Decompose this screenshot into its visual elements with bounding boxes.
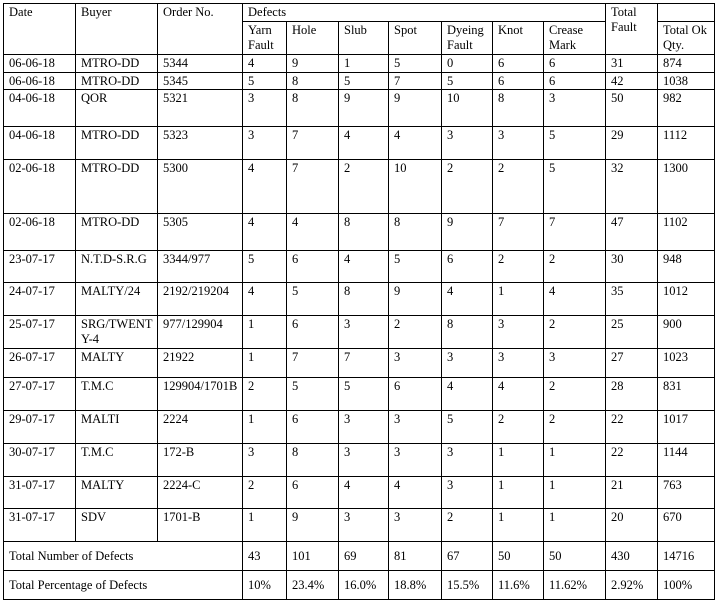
cell-total: 31	[606, 55, 658, 72]
cell-spot: 7	[389, 72, 442, 89]
header-yarn-fault: Yarn Fault	[243, 22, 287, 55]
cell-hole: 7	[287, 127, 339, 160]
cell-date: 30-07-17	[4, 443, 76, 476]
cell-dyeing: 2	[442, 509, 493, 542]
cell-order: 129904/1701B	[158, 377, 243, 410]
cell-ok: 670	[658, 509, 715, 542]
cell-dyeing: 3	[442, 476, 493, 509]
cell-buyer: MALTY	[76, 476, 158, 509]
cell-spot: 4	[389, 127, 442, 160]
cell-buyer: MALTI	[76, 410, 158, 443]
header-slub: Slub	[339, 22, 389, 55]
cell-hole: 7	[287, 349, 339, 378]
cell-slub: 3	[339, 410, 389, 443]
cell-knot: 1	[493, 443, 544, 476]
cell-ok: 1023	[658, 349, 715, 378]
cell-dyeing: 6	[442, 250, 493, 283]
table-body	[4, 55, 715, 542]
cell-crease: 5	[544, 127, 606, 160]
cell-date: 26-07-17	[4, 349, 76, 378]
cell-buyer: T.M.C	[76, 443, 158, 476]
cell-yarn: 3	[243, 127, 287, 160]
cell-order: 1701-B	[158, 509, 243, 542]
percentage-knot: 11.6%	[493, 571, 544, 600]
percentage-crease: 11.62%	[544, 571, 606, 600]
table-row	[4, 72, 715, 89]
cell-order: 5305	[158, 213, 243, 250]
cell-order: 5323	[158, 127, 243, 160]
table-row	[4, 476, 715, 509]
cell-yarn: 4	[243, 213, 287, 250]
cell-buyer: MTRO-DD	[76, 160, 158, 213]
cell-spot: 6	[389, 377, 442, 410]
cell-total: 22	[606, 410, 658, 443]
cell-hole: 6	[287, 250, 339, 283]
header-knot: Knot	[493, 22, 544, 55]
cell-crease: 1	[544, 509, 606, 542]
cell-yarn: 3	[243, 443, 287, 476]
cell-knot: 6	[493, 72, 544, 89]
cell-buyer: MTRO-DD	[76, 72, 158, 89]
cell-yarn: 3	[243, 90, 287, 127]
header-spot: Spot	[389, 22, 442, 55]
cell-spot: 8	[389, 213, 442, 250]
header-blank	[658, 4, 715, 22]
cell-slub: 8	[339, 213, 389, 250]
cell-hole: 6	[287, 316, 339, 349]
cell-total: 47	[606, 213, 658, 250]
defects-table	[3, 3, 715, 600]
cell-order: 3344/977	[158, 250, 243, 283]
cell-ok: 1038	[658, 72, 715, 89]
cell-spot: 3	[389, 349, 442, 378]
cell-date: 27-07-17	[4, 377, 76, 410]
cell-knot: 4	[493, 377, 544, 410]
header-row-1	[4, 4, 715, 22]
totals-row	[4, 542, 715, 571]
cell-yarn: 1	[243, 349, 287, 378]
table-row	[4, 349, 715, 378]
header-total-ok-qty: Total Ok Qty.	[658, 22, 715, 55]
cell-buyer: N.T.D-S.R.G	[76, 250, 158, 283]
cell-total: 22	[606, 443, 658, 476]
cell-buyer: MALTY/24	[76, 283, 158, 316]
cell-knot: 1	[493, 476, 544, 509]
header-dyeing-fault: Dyeing Fault	[442, 22, 493, 55]
cell-slub: 4	[339, 127, 389, 160]
cell-yarn: 4	[243, 160, 287, 213]
cell-slub: 5	[339, 377, 389, 410]
table-row	[4, 316, 715, 349]
cell-knot: 8	[493, 90, 544, 127]
table-row	[4, 377, 715, 410]
cell-hole: 9	[287, 509, 339, 542]
cell-total: 20	[606, 509, 658, 542]
totals-spot: 81	[389, 542, 442, 571]
cell-knot: 6	[493, 55, 544, 72]
cell-dyeing: 0	[442, 55, 493, 72]
cell-date: 02-06-18	[4, 160, 76, 213]
cell-order: 2192/219204	[158, 283, 243, 316]
cell-total: 28	[606, 377, 658, 410]
cell-yarn: 1	[243, 410, 287, 443]
percentage-hole: 23.4%	[287, 571, 339, 600]
totals-slub: 69	[339, 542, 389, 571]
cell-order: 5321	[158, 90, 243, 127]
cell-spot: 9	[389, 90, 442, 127]
cell-hole: 5	[287, 377, 339, 410]
cell-date: 02-06-18	[4, 213, 76, 250]
table-row	[4, 283, 715, 316]
header-date: Date	[4, 4, 76, 55]
cell-knot: 3	[493, 127, 544, 160]
cell-knot: 2	[493, 160, 544, 213]
cell-spot: 5	[389, 250, 442, 283]
cell-crease: 2	[544, 316, 606, 349]
cell-spot: 3	[389, 443, 442, 476]
cell-yarn: 4	[243, 55, 287, 72]
cell-ok: 1102	[658, 213, 715, 250]
cell-hole: 7	[287, 160, 339, 213]
cell-date: 04-06-18	[4, 127, 76, 160]
percentage-row	[4, 571, 715, 600]
cell-date: 24-07-17	[4, 283, 76, 316]
cell-yarn: 2	[243, 377, 287, 410]
totals-dyeing: 67	[442, 542, 493, 571]
cell-crease: 1	[544, 443, 606, 476]
cell-hole: 9	[287, 55, 339, 72]
table-row	[4, 410, 715, 443]
table-row	[4, 443, 715, 476]
cell-total: 27	[606, 349, 658, 378]
cell-dyeing: 10	[442, 90, 493, 127]
cell-spot: 9	[389, 283, 442, 316]
cell-yarn: 1	[243, 509, 287, 542]
table-row	[4, 90, 715, 127]
cell-hole: 8	[287, 72, 339, 89]
cell-dyeing: 3	[442, 349, 493, 378]
cell-yarn: 5	[243, 72, 287, 89]
cell-spot: 5	[389, 55, 442, 72]
cell-dyeing: 5	[442, 410, 493, 443]
cell-yarn: 4	[243, 283, 287, 316]
cell-date: 06-06-18	[4, 55, 76, 72]
cell-crease: 6	[544, 55, 606, 72]
cell-order: 21922	[158, 349, 243, 378]
cell-order: 977/129904	[158, 316, 243, 349]
cell-spot: 3	[389, 410, 442, 443]
cell-knot: 1	[493, 283, 544, 316]
cell-slub: 3	[339, 443, 389, 476]
cell-buyer: MALTY	[76, 349, 158, 378]
cell-dyeing: 9	[442, 213, 493, 250]
cell-knot: 3	[493, 316, 544, 349]
percentage-label: Total Percentage of Defects	[4, 571, 243, 600]
totals-total-fault: 430	[606, 542, 658, 571]
totals-yarn: 43	[243, 542, 287, 571]
cell-total: 30	[606, 250, 658, 283]
cell-ok: 1012	[658, 283, 715, 316]
cell-buyer: MTRO-DD	[76, 213, 158, 250]
cell-order: 2224-C	[158, 476, 243, 509]
percentage-spot: 18.8%	[389, 571, 442, 600]
cell-total: 50	[606, 90, 658, 127]
cell-buyer: QOR	[76, 90, 158, 127]
totals-ok-qty: 14716	[658, 542, 715, 571]
cell-yarn: 1	[243, 316, 287, 349]
header-buyer: Buyer	[76, 4, 158, 55]
table-row	[4, 509, 715, 542]
cell-knot: 7	[493, 213, 544, 250]
cell-slub: 5	[339, 72, 389, 89]
cell-hole: 8	[287, 443, 339, 476]
percentage-total-fault: 2.92%	[606, 571, 658, 600]
cell-buyer: MTRO-DD	[76, 55, 158, 72]
cell-crease: 2	[544, 250, 606, 283]
header-hole: Hole	[287, 22, 339, 55]
cell-date: 29-07-17	[4, 410, 76, 443]
cell-total: 35	[606, 283, 658, 316]
cell-crease: 2	[544, 377, 606, 410]
cell-ok: 948	[658, 250, 715, 283]
percentage-dyeing: 15.5%	[442, 571, 493, 600]
cell-crease: 1	[544, 476, 606, 509]
cell-dyeing: 3	[442, 443, 493, 476]
cell-crease: 3	[544, 349, 606, 378]
cell-yarn: 5	[243, 250, 287, 283]
cell-hole: 4	[287, 213, 339, 250]
cell-spot: 2	[389, 316, 442, 349]
cell-total: 25	[606, 316, 658, 349]
cell-ok: 1144	[658, 443, 715, 476]
totals-crease: 50	[544, 542, 606, 571]
cell-order: 5300	[158, 160, 243, 213]
table-row	[4, 55, 715, 72]
cell-slub: 4	[339, 476, 389, 509]
cell-slub: 3	[339, 509, 389, 542]
cell-crease: 7	[544, 213, 606, 250]
cell-hole: 5	[287, 283, 339, 316]
cell-slub: 2	[339, 160, 389, 213]
cell-total: 32	[606, 160, 658, 213]
cell-crease: 2	[544, 410, 606, 443]
cell-slub: 1	[339, 55, 389, 72]
cell-dyeing: 3	[442, 127, 493, 160]
cell-ok: 900	[658, 316, 715, 349]
cell-order: 5344	[158, 55, 243, 72]
cell-ok: 1017	[658, 410, 715, 443]
percentage-ok-qty: 100%	[658, 571, 715, 600]
cell-total: 42	[606, 72, 658, 89]
header-crease-mark: Crease Mark	[544, 22, 606, 55]
cell-crease: 4	[544, 283, 606, 316]
cell-slub: 4	[339, 250, 389, 283]
percentage-yarn: 10%	[243, 571, 287, 600]
totals-knot: 50	[493, 542, 544, 571]
cell-ok: 831	[658, 377, 715, 410]
cell-dyeing: 5	[442, 72, 493, 89]
totals-label: Total Number of Defects	[4, 542, 243, 571]
totals-hole: 101	[287, 542, 339, 571]
cell-date: 31-07-17	[4, 509, 76, 542]
cell-ok: 874	[658, 55, 715, 72]
cell-buyer: T.M.C	[76, 377, 158, 410]
cell-buyer: SRG/TWENTY-4	[76, 316, 158, 349]
cell-total: 29	[606, 127, 658, 160]
cell-slub: 8	[339, 283, 389, 316]
cell-date: 25-07-17	[4, 316, 76, 349]
cell-spot: 3	[389, 509, 442, 542]
cell-buyer: MTRO-DD	[76, 127, 158, 160]
cell-order: 172-B	[158, 443, 243, 476]
cell-knot: 3	[493, 349, 544, 378]
cell-hole: 6	[287, 476, 339, 509]
cell-crease: 3	[544, 90, 606, 127]
cell-dyeing: 2	[442, 160, 493, 213]
cell-order: 5345	[158, 72, 243, 89]
cell-slub: 7	[339, 349, 389, 378]
cell-slub: 3	[339, 316, 389, 349]
header-total-fault: Total Fault	[606, 4, 658, 55]
table-row	[4, 213, 715, 250]
cell-ok: 1112	[658, 127, 715, 160]
cell-order: 2224	[158, 410, 243, 443]
cell-ok: 982	[658, 90, 715, 127]
cell-slub: 9	[339, 90, 389, 127]
cell-crease: 6	[544, 72, 606, 89]
cell-date: 04-06-18	[4, 90, 76, 127]
cell-spot: 10	[389, 160, 442, 213]
table-row	[4, 250, 715, 283]
cell-dyeing: 8	[442, 316, 493, 349]
header-order-no: Order No.	[158, 4, 243, 55]
cell-knot: 2	[493, 410, 544, 443]
cell-hole: 8	[287, 90, 339, 127]
cell-crease: 5	[544, 160, 606, 213]
cell-hole: 6	[287, 410, 339, 443]
cell-ok: 1300	[658, 160, 715, 213]
cell-buyer: SDV	[76, 509, 158, 542]
cell-total: 21	[606, 476, 658, 509]
cell-ok: 763	[658, 476, 715, 509]
cell-date: 06-06-18	[4, 72, 76, 89]
cell-dyeing: 4	[442, 283, 493, 316]
cell-yarn: 2	[243, 476, 287, 509]
cell-date: 23-07-17	[4, 250, 76, 283]
cell-date: 31-07-17	[4, 476, 76, 509]
header-defects: Defects	[243, 4, 606, 22]
cell-knot: 1	[493, 509, 544, 542]
cell-knot: 2	[493, 250, 544, 283]
table-row	[4, 127, 715, 160]
percentage-slub: 16.0%	[339, 571, 389, 600]
table-row	[4, 160, 715, 213]
cell-dyeing: 4	[442, 377, 493, 410]
cell-spot: 4	[389, 476, 442, 509]
